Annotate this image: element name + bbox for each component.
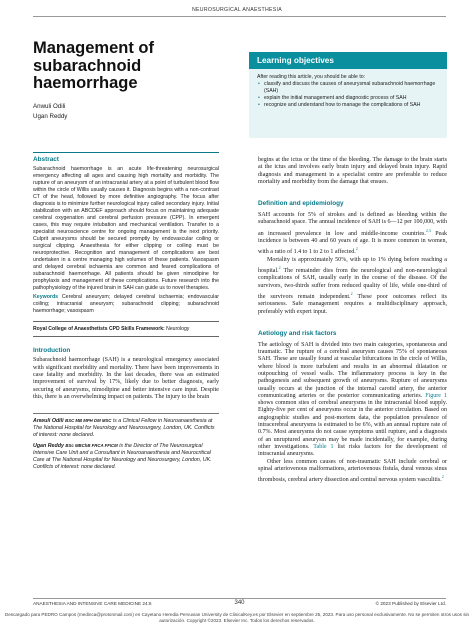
aetiology-text-c: list risks factors for the development of intracranial aneurysms. <box>258 443 447 458</box>
table-link[interactable]: Table 1 <box>313 443 334 450</box>
definition-heading: Definition and epidemiology <box>258 200 344 208</box>
abstract-rule <box>33 152 219 153</box>
author-list <box>33 102 219 122</box>
continued-intro-text <box>258 157 447 186</box>
mortality-text-b: The remainder dies from the neurological and non-neurological complications of SAH, usually early in the course of the disease. Of the survivors, two-thirds suffer from reduced quality of life, while one-third of the survivors remain independent. <box>258 268 447 300</box>
author-name: Anwuli Odili <box>33 102 66 110</box>
cpd-framework <box>33 326 219 332</box>
bio-rule <box>33 413 219 414</box>
introduction-heading: Introduction <box>33 347 71 355</box>
aetiology-text <box>258 342 447 485</box>
bio-quals: BSc MBChB FRCA FFICM <box>65 442 118 448</box>
learning-objectives-intro: After reading this article, you should be able to: <box>257 74 366 80</box>
learning-objectives-heading: Learning objectives <box>249 52 447 69</box>
aetiology-text-a: The aetiology of SAH is divided into two main categories, spontaneous and traumatic. The rupture of a cerebral aneurysm causes 75% of spontaneous SAH. These are usually found at vascular bifurcations in the circle of Willis, where blood is more turbulent and results in an abnormal dilatation or outpouching of vessel walls. The inflammatory process is key in the pathogenesis and subsequent growth of aneurysms. Rupture of aneurysms usually occurs at the junction of the internal carotid artery, the anterior communicating arteries or the posterior communicating arteries. <box>258 341 447 399</box>
citation[interactable]: 2,3 <box>425 227 431 233</box>
citation[interactable]: 2 <box>355 246 358 252</box>
definition-paragraph <box>258 212 447 257</box>
bio-text: is the Director of The Neurosurgical Intensive Care Unit and a Consultant in Neuroanaesthesia and Neurocritical Care at The National Hospital for Neurology and Neurosurgery, London, UK. Conflicts of interest: none declared. <box>33 442 212 470</box>
bio-name: Anwuli Odili <box>33 418 64 425</box>
definition-text-b: Peak incidence is between 40 and 60 years of age. It is more common in women, with a ratio of 1.4 to 1 to 2 to 1 affected. <box>258 230 447 256</box>
right-column <box>258 157 447 484</box>
abstract-text: Subarachnoid haemorrhage is an acute life-threatening neurosurgical emergency affecting all ages and causing high mortality and morbidity. The rupture of an aneurysm of an intracranial artery at a point of turbulent blood flow within the circle of Willis usually causes it. Diagnosis begins with a non-contrast CT of the head, followed by more definitive angiography. The focus after diagnosis is to minimize further neurological injury called secondary injury. Initial stabilization with an ABCDEF approach should focus on maintaining adequate cerebral oxygenation and cerebral perfusion pressure (CPP). In emergent cases, this may require intubation and mechanical ventilation. Transfer to a specialist neuroscience centre for ongoing management is the next priority. Culprit aneurysms should be secured promptly by endovascular coiling or surgical clipping. Anaesthesia for either clipping or coiling must be neuroprotective. Recognition and management of complications are best undertaken in a centre managing high volumes of these patients. Vasospasm and delayed cerebral ischaemia are common and feared complications of subarachnoid haemorrhage. All patients should be given nimodipine for prophylaxis and management of these complications. Future research into the pathophysiology of the injured brain in SAH can guide us to novel therapies. <box>33 165 219 292</box>
article-title: Management of subarachnoid haemorrhage <box>33 39 155 92</box>
learning-objective-item: • classify and discuss the causes of aneurysmal subarachnoid haemorrhage (SAH) <box>257 81 439 95</box>
abstract-heading: Abstract <box>33 155 59 163</box>
cpd-value: Neurology <box>166 326 190 333</box>
citation[interactable]: 2 <box>350 290 353 296</box>
keywords <box>33 294 219 315</box>
cpd-top-rule <box>33 321 219 322</box>
page-number: 340 <box>234 600 245 606</box>
definition-text-a: SAH accounts for 5% of strokes and is defined as bleeding within the subarachnoid space. The annual incidence of SAH is 6—12 per 100,000, with an increased prevalence in low and middle-income countries. <box>258 212 447 237</box>
cpd-bottom-rule <box>33 336 219 337</box>
introduction-text <box>33 357 219 401</box>
bio-name: Ugan Reddy <box>33 442 64 449</box>
continued-intro-paragraph: begins at the ictus or the time of the bleeding. The damage to the brain starts at the ictus and involves early brain injury and delayed brain injury. Rapid diagnosis and management in a specialist centre are preferable to reduce mortality and morbidity from the damage that ensues. <box>258 157 447 185</box>
bio-quals: BSC MB MPH DM MSC <box>65 418 112 424</box>
definition-paragraph <box>258 257 447 316</box>
citation[interactable]: 2 <box>441 474 444 480</box>
top-rule <box>33 16 446 17</box>
definition-text <box>258 212 447 316</box>
aetiology-text-d: Other less common causes of non-traumatic SAH include cerebral or spinal arteriovenous malformations, arteriovenous fistula, dural venous sinus thrombosis, cerebral artery dissection and central nervous system vasculitis. <box>258 458 447 484</box>
learning-objective-item: • explain the initial management and diagnostic process of SAH <box>257 95 439 102</box>
bio-text: is a Clinical Fellow in Neuroanaesthesia at The National Hospital for Neurology and Neurosurgery, London, UK. Conflicts of interest: none declared. <box>33 418 215 439</box>
keywords-label: Keywords <box>33 294 59 301</box>
introduction-paragraph-text: Subarachnoid haemorrhage (SAH) is a neurological emergency associated with significant morbidity and mortality. There have been improvements in case fatality and morbidity. In the last decades, there was an estimated improvement of survival by 17%, likely due to better diagnosis, early securing of aneurysms, nimodipine and better intensive care input. Despite this, there is an overwhelming impact on patients. The injury to the brain <box>33 357 219 400</box>
download-notice: Descargado para PEDRO Campos (medinca@protonmail.com) en Cayetano Heredia Pervuvian University de ClinicalKey.es por Elsevier en septiembre 25, 2023. Para uso personal exclusivamente. No se permiten otros usos sin autorización. Copyright ©2023. Elsevier Inc. Todos los derechos reservados. <box>4 612 470 623</box>
figure-link[interactable]: Figure 1 <box>425 392 447 399</box>
citation[interactable]: 2 <box>278 265 281 270</box>
author-name: Ugan Reddy <box>33 112 68 120</box>
copyright: © 2023 Published by Elsevier Ltd. <box>375 601 446 606</box>
aetiology-heading: Aetiology and risk factors <box>258 329 337 337</box>
learning-objectives-list <box>257 81 439 109</box>
aetiology-text-b: shows common sites of cerebral aneurysms in the intracranial blood supply. Eighty-five per cent of aneurysms occur in the anterior circulation. Based on angiographic studies and post-mortem data, the population prevalence of intracerebral aneurysms is estimated to be 6%, with an annual rupture rate of 0.7%. Most aneurysms do not cause symptoms until rupture, and a diagnosis of an unruptured aneurysm may be made incidentally, for example, during other investigations. <box>258 400 447 450</box>
running-head: NEUROSURGICAL ANAESTHESIA <box>191 7 283 13</box>
learning-objectives-body <box>249 69 447 114</box>
journal-name: ANAESTHESIA AND INTENSIVE CARE MEDICINE 24:6 <box>33 601 152 606</box>
author-bio <box>33 443 219 471</box>
introduction-paragraph <box>33 357 219 401</box>
author-bio <box>33 418 219 439</box>
mortality-text-c: These poor outcomes reflect its seriousness. Safe management requires a multidisciplinary approach, preferably with expert input. <box>258 293 447 315</box>
keywords-text: Cerebral aneurysm; delayed cerebral ischaemia; endovascular coiling; intracranial aneurysm; subarachnoid clipping; subarachnoid haemorrhage; vasospasm <box>33 294 219 315</box>
learning-objectives-box <box>249 52 447 138</box>
mortality-text-a: Mortality is approximately 50%, with up to 1% dying before reaching a hospital. <box>258 256 447 275</box>
footer-rule <box>33 598 446 599</box>
aetiology-paragraph <box>258 342 447 459</box>
learning-objective-item: • recognize and understand how to manage the complications of SAH <box>257 102 439 109</box>
aetiology-paragraph <box>258 459 447 485</box>
cpd-label: Royal College of Anaesthetists CPD Skills Framework: <box>33 326 165 333</box>
left-column <box>33 40 219 471</box>
